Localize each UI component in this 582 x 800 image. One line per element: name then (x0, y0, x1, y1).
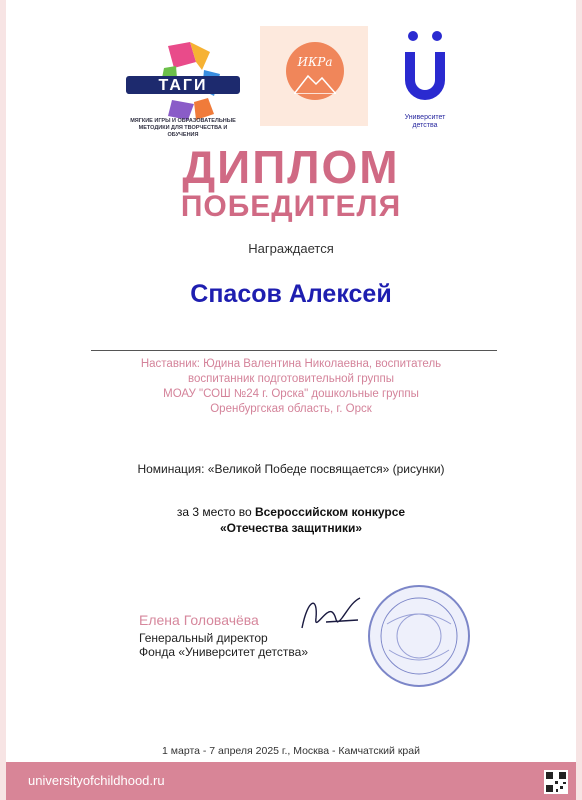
awarded-label: Награждается (248, 241, 334, 256)
stamp-seal (367, 584, 471, 688)
event-date-place: 1 марта - 7 апреля 2025 г., Москва - Камчатский край (162, 745, 420, 757)
mountain-icon (294, 70, 336, 94)
mentor-info (6, 357, 576, 417)
qr-code-icon[interactable] (544, 770, 568, 794)
mentor-line-1: Наставник: Юдина Валентина Николаевна, воспитатель (140, 358, 442, 370)
diploma-subtitle: ПОБЕДИТЕЛЯ (180, 190, 402, 223)
tagi-caption: МЯГКИЕ ИГРЫ И ОБРАЗОВАТЕЛЬНЫЕ МЕТОДИКИ ДЛЯ ТВОРЧЕСТВА И ОБУЧЕНИЯ (130, 118, 236, 138)
tagi-logo (124, 40, 242, 140)
diploma-page (6, 0, 576, 800)
university-logo (396, 28, 454, 138)
ikra-logo (260, 26, 368, 126)
divider (91, 350, 497, 351)
place-info (6, 504, 576, 536)
signer-role-1: Генеральный директор (139, 631, 268, 645)
recipient-name: Спасов Алексей (190, 280, 392, 308)
mentor-line-2: воспитанник подготовительной группы (187, 373, 395, 385)
nomination: Номинация: «Великой Победе посвящается» (рисунки) (137, 462, 445, 476)
university-u-icon (396, 28, 454, 112)
signature-image (296, 588, 368, 640)
university-caption: Университет детства (404, 114, 446, 129)
signer-role-2: Фонда «Университет детства» (139, 645, 309, 659)
place-prefix: за 3 место во (176, 505, 255, 519)
footer-bar (6, 762, 576, 800)
mentor-line-4: Оренбургская область, г. Орск (210, 403, 372, 415)
ikra-word: ИКРа (297, 55, 333, 69)
signer-name: Елена Головачёва (139, 612, 259, 628)
mentor-line-3: МОАУ "СОШ №24 г. Орска" дошкольные группы (163, 388, 419, 400)
website-link[interactable]: universityofchildhood.ru (28, 773, 165, 788)
svg-text:ТАГИ: ТАГИ (158, 77, 208, 94)
logo-row (6, 26, 576, 136)
contest-title: «Отечества защитники» (219, 521, 363, 535)
contest-type: Всероссийском конкурсе (254, 505, 406, 519)
diploma-title: ДИПЛОМ (182, 141, 400, 193)
